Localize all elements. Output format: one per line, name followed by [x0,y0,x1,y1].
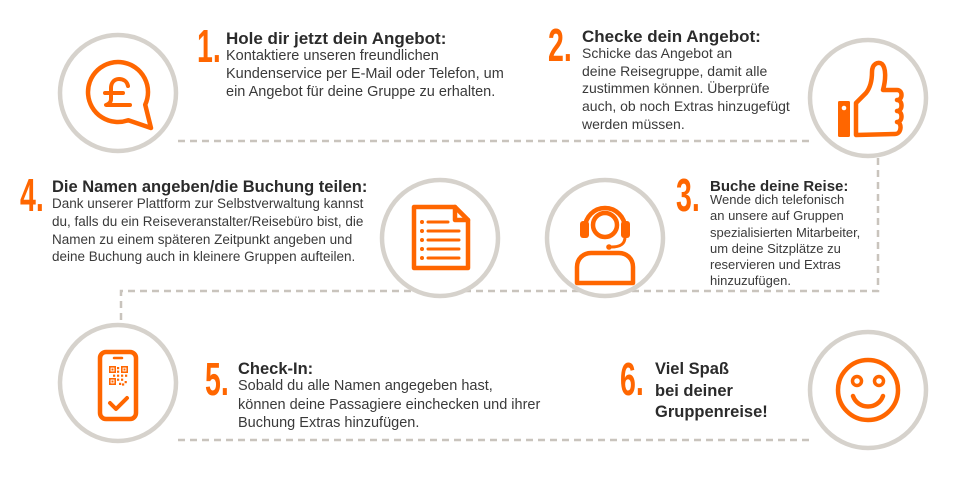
step-description-line: zustimmen können. Überprüfe [582,80,770,96]
step-4 [20,170,367,264]
step-title: Die Namen angeben/die Buchung teilen: [52,178,368,196]
step-description-line: Kundenservice per E-Mail oder Telefon, um [226,66,504,82]
step-description-line: reservieren und Extras [710,257,841,272]
step-number: 2. [548,20,572,72]
step-number: 1. [197,21,221,73]
step-description-line: werden müssen. [582,116,685,132]
step-description-line: Namen zu einem späteren Zeitpunkt angeben und [52,232,353,247]
step-number: 5. [205,354,229,406]
step-description-line: Dank unserer Plattform zur Selbstverwaltung kannst [52,196,364,211]
step-5-icon-circle [60,325,176,441]
step-description-line: deine Reisegruppe, damit alle [582,63,768,79]
step-title-line: Viel Spaß [655,360,729,378]
step-number: 4. [20,170,44,222]
step-2-icon-circle [810,40,926,156]
step-title-line: Gruppenreise! [655,403,768,421]
step-title-line: bei deiner [655,382,733,400]
step-4-icon-circle [382,180,498,296]
step-title: Buche deine Reise: [710,178,849,195]
step-description-line: Buchung Extras hinzufügen. [238,415,420,431]
step-description-line: hinzuzufügen. [710,273,791,288]
step-title: Hole dir jetzt dein Angebot: [226,29,447,48]
step-description-line: ein Angebot für deine Gruppe zu erhalten. [226,84,496,100]
step-number: 6. [620,354,644,406]
step-description-line: können deine Passagiere einchecken und ihrer [238,397,541,413]
step-description-line: Kontaktiere unseren freundlichen [226,48,439,64]
step-description-line: Wende dich telefonisch [710,192,845,207]
step-description-line: Schicke das Angebot an [582,45,733,61]
step-description-line: um deine Sitzplätze zu [710,241,841,256]
step-title: Checke dein Angebot: [582,27,761,46]
step-number: 3. [676,170,700,222]
step-description-line: deine Buchung auch in kleinere Gruppen aufteilen. [52,249,356,264]
step-description-line: du, falls du ein Reiseveranstalter/Reisebüro bist, die [52,214,364,229]
step-description-line: auch, ob noch Extras hinzugefügt [582,98,790,114]
step-title: Check-In: [238,360,314,378]
step-description-line: an unsere auf Gruppen [710,208,844,223]
step-6-icon-circle [810,332,926,448]
step-description-line: spezialisierten Mitarbeiter, [710,225,861,240]
step-description-line: Sobald du alle Namen angegeben hast, [238,378,493,394]
